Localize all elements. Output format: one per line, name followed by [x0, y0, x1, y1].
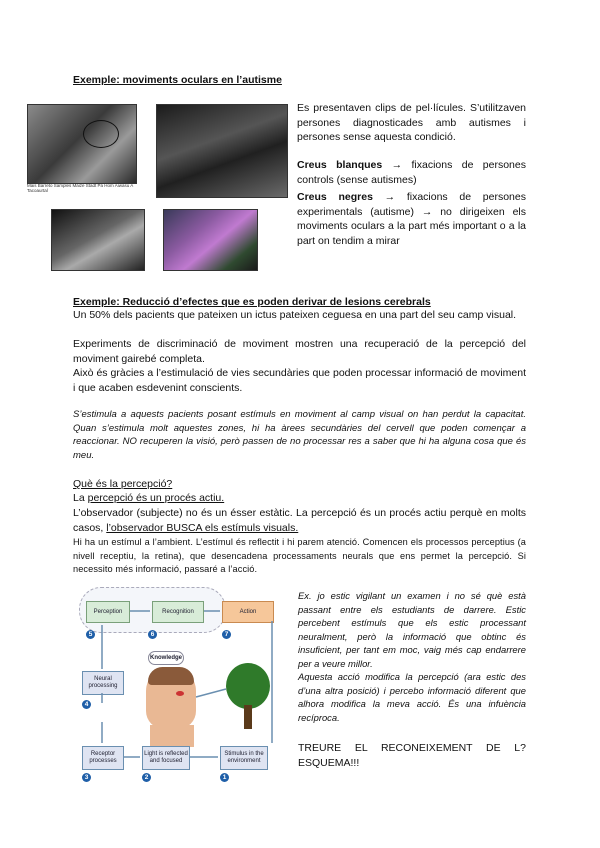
heading-lesion-example: Exemple: Reducció d’efectes que es poden derivar de lesions cerebrals [73, 296, 431, 308]
perception-question [73, 477, 172, 492]
lesion-paragraph-2: Experiments de discriminació de moviment mostren una recuperació de la percepció del moviment gairebé completa. [73, 338, 526, 365]
exam-example-2: Aquesta acció modifica la percepció (ara estic des d’una altra posició) i percebo informació diferent que alhora modifica la meva acció. És una infuència recíproca. [298, 671, 526, 723]
stimulus-paragraph: Hi ha un estímul a l’ambient. L’estímul és reflectit i hi parem atenció. Comencen els processos perceptius (a nivell receptiu, la retina), que desencadena processaments neurals que ens permet la percepció. Si necessito més informació, passaré a l’acció. [73, 537, 526, 574]
question-link: percepció [120, 478, 167, 490]
stimulus-environment-box: Stimulus in the environment [220, 746, 268, 770]
step-7-badge: 7 [222, 630, 231, 639]
film-still-photo-2 [156, 104, 288, 198]
statement-link: percepció és un procés actiu. [87, 492, 225, 504]
lesion-italic-note: S’estimula a aquests pacients posant estímuls en moviment al camp visual on han perdut la capacitat. Quan s’estimula molt aquestes zones, hi ha àrees secundàries del cervell que poden començar a reaccionar. NO recuperen la visió, però passen de no processar res a saber que hi ha alguna cosa que és meu. [73, 409, 526, 461]
neural-processing-box: Neural processing [82, 671, 124, 695]
observer-paragraph [73, 506, 526, 535]
diagram-arrows [76, 585, 291, 785]
question-pre: Què és la [73, 478, 121, 490]
knowledge-bubble: Knowledge [148, 651, 184, 665]
lesion-paragraph-3: Això és gràcies a l’estimulació de vies secundàries que poden processar informació de moviment i que acaben esdevenint conscients. [73, 367, 526, 394]
receptor-processes-box: Receptor processes [82, 746, 124, 770]
perception-process-diagram [76, 585, 291, 785]
observer-search-link: l’observador BUSCA els estímuls visuals. [106, 521, 299, 534]
film-still-photo-4 [163, 209, 258, 271]
white-crosses-text [297, 158, 526, 187]
question-post: ? [166, 478, 173, 490]
step-2-badge: 2 [142, 773, 151, 782]
action-box: Action [222, 601, 274, 623]
film-still-photo-3 [51, 209, 145, 271]
exam-example-text [298, 589, 526, 724]
step-4-badge: 4 [82, 700, 91, 709]
statement-pre: La [73, 492, 88, 504]
step-6-badge: 6 [148, 630, 157, 639]
step-5-badge: 5 [86, 630, 95, 639]
remove-recognition-note: TREURE EL RECONEIXEMENT DE L?ESQUEMA!!! [298, 742, 526, 769]
black-crosses-text [297, 190, 526, 248]
perception-box: Perception [86, 601, 130, 623]
recognition-box: Recognition [152, 601, 204, 623]
photo-caption: Mais Barreto Samples Maize Stadt Pa Hom Aiwasu A Tacoaurtal [27, 183, 134, 193]
heading-autism-example: Exemple: moviments oculars en l’autisme [73, 74, 282, 86]
black-crosses-desc: → fixacions de persones experimentals (autisme) → no dirigeixen els moviments oculars a la part més important o a la part on tendim a mirar [297, 191, 526, 247]
step-1-badge: 1 [220, 773, 229, 782]
film-still-photo-1 [27, 104, 137, 184]
exam-example-1: Ex. jo estic vigilant un examen i no sé què està passant entre els estudiants de darrere. Estic percebent estímuls que els estic processant neuralment, però la informació que obtinc és insuficient, per tant em moc, vaig més cap endarrere per a veure millor. [298, 590, 526, 669]
white-crosses-desc: → fixacions de persones controls (sense autismes) [297, 159, 526, 186]
light-reflected-box: Light is reflected and focused [142, 746, 190, 770]
perception-statement [73, 491, 224, 506]
step-3-badge: 3 [82, 773, 91, 782]
observer-text: L’observador (subjecte) no és un ésser estàtic. La percepció és un procés actiu perquè en molts casos, [73, 507, 526, 534]
lesion-paragraph-1: Un 50% dels pacients que pateixen un ictus pateixen ceguesa en una part del seu camp visual. [73, 309, 517, 321]
white-crosses-label: Creus blanques [297, 159, 383, 171]
autism-intro-text: Es presentaven clips de pel·lícules. S’utilitzaven persones diagnosticades amb autismes i persones sense aquesta condició. [297, 102, 526, 143]
black-crosses-label: Creus negres [297, 191, 373, 203]
